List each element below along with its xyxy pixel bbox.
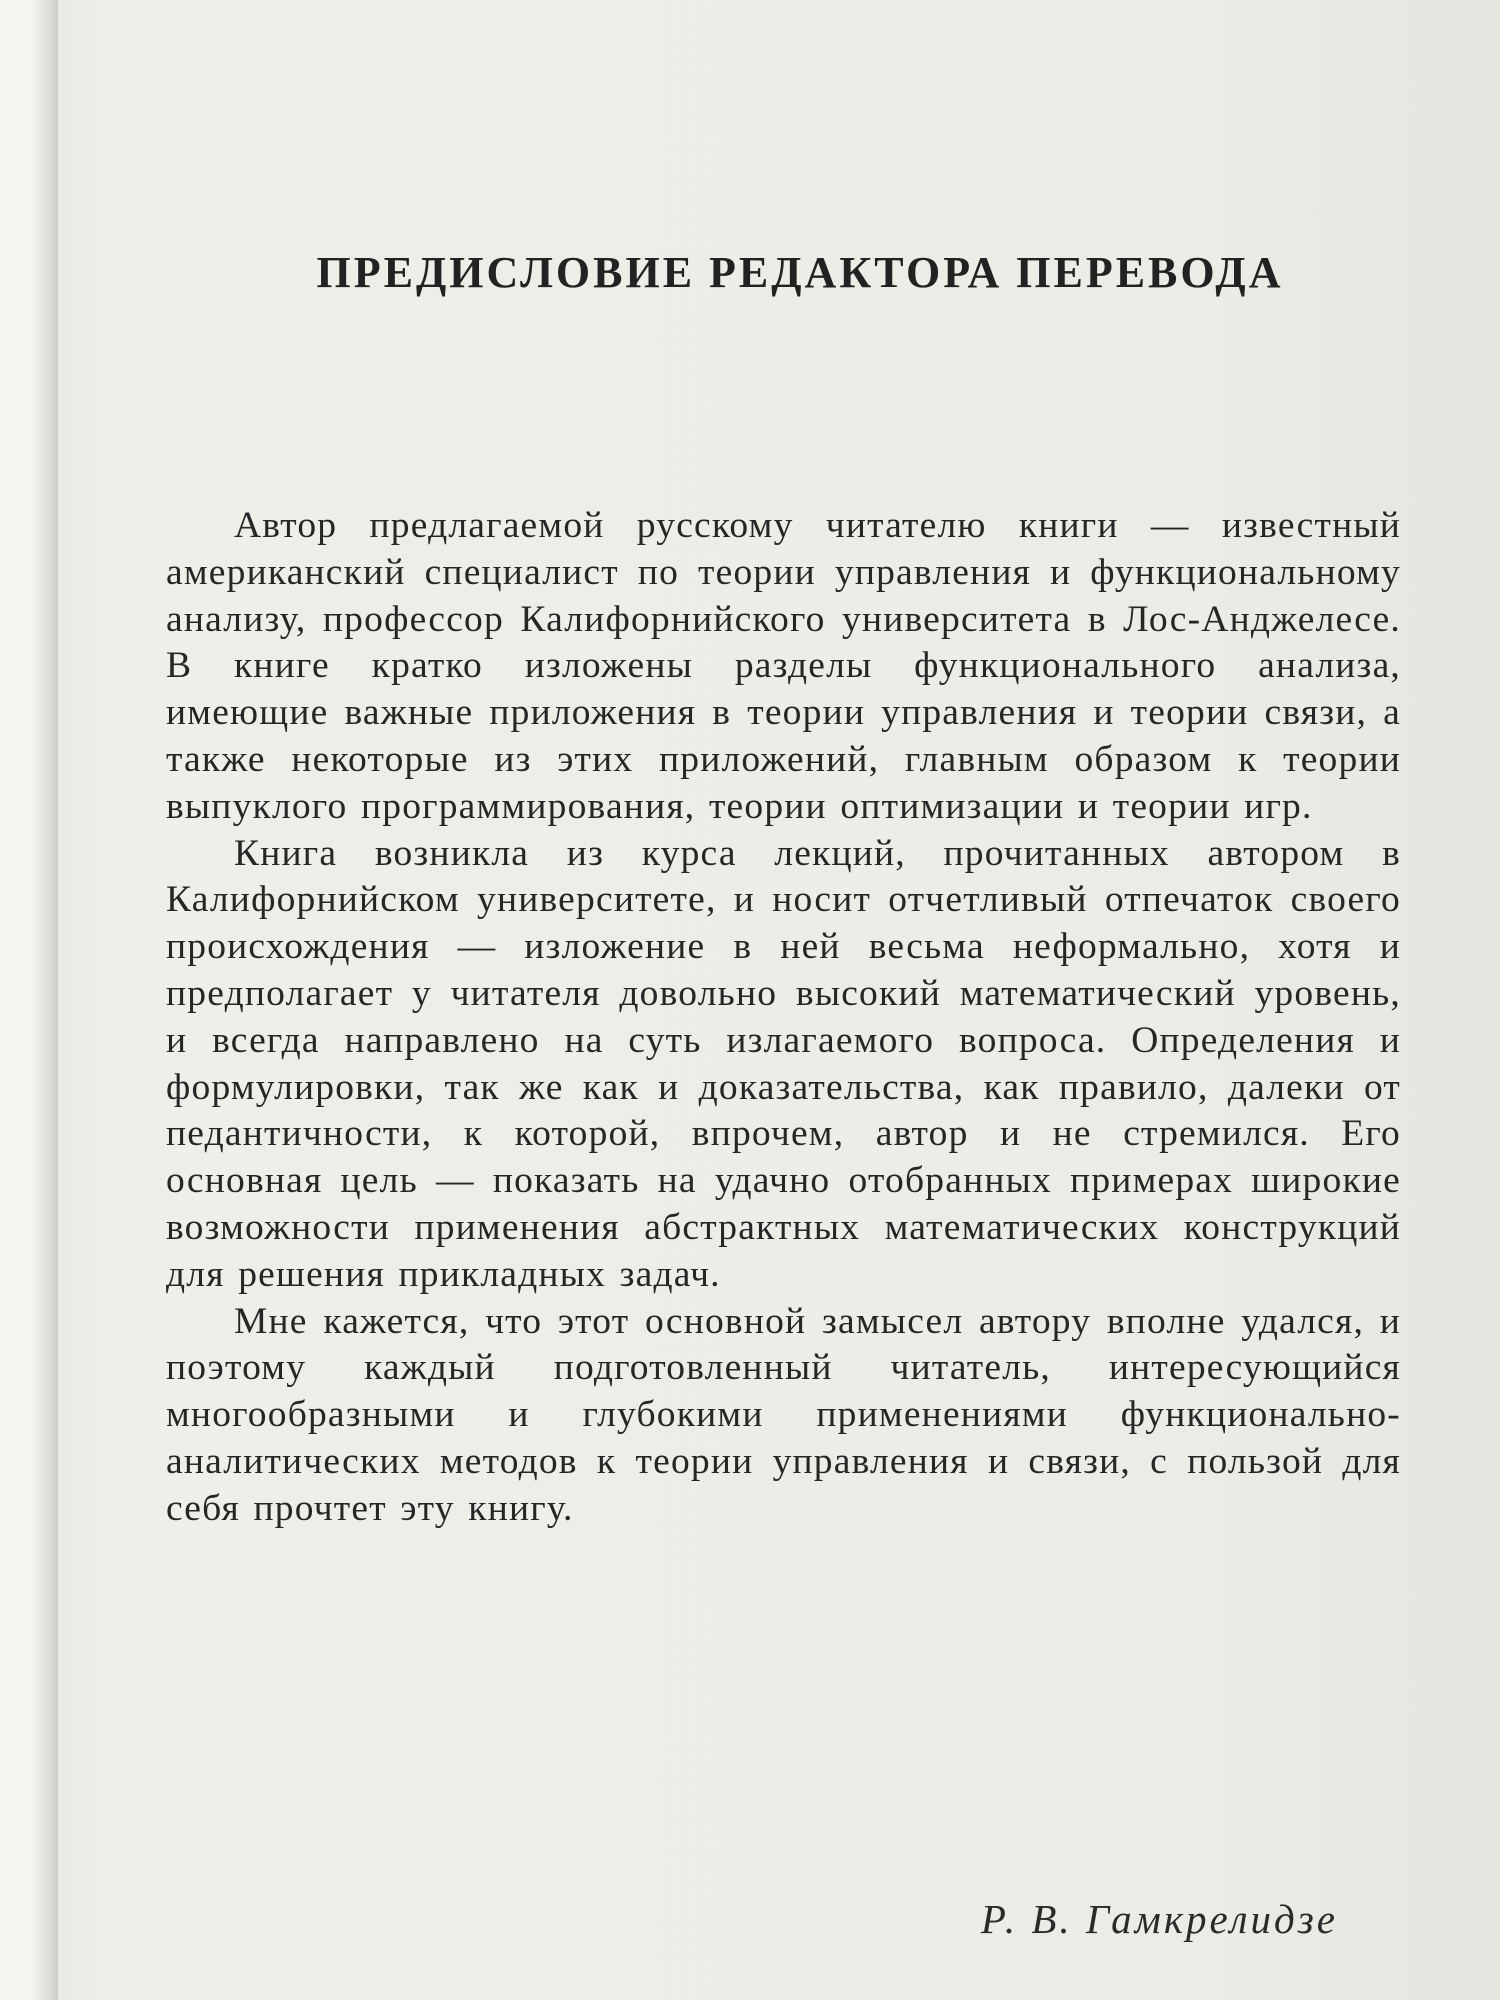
page-title: ПРЕДИСЛОВИЕ РЕДАКТОРА ПЕРЕВОДА	[316, 248, 1284, 298]
editor-signature: Р. В. Гамкрелидзе	[980, 1896, 1338, 1942]
preface-body	[166, 503, 1401, 1533]
paragraph: Мне кажется, что этот основной замысел автору вполне удался, и поэтому каждый подготовленный читатель, интересующийся многообразными и глубокими применениями функционально-аналитических методов к теории управления и связи, с пользой для себя прочтет эту книгу.	[166, 1300, 1401, 1529]
page-gutter	[0, 0, 58, 2000]
paragraph: Автор предлагаемой русскому читателю книги — известный американский специалист по теории управления и функциональному анализу, профессор Калифорнийского университета в Лос-Анджелесе. В книге кратко изложены разделы функционального анализа, имеющие важные приложения в теории управления и теории связи, а также некоторые из этих приложений, главным образом к теории выпуклого программирования, теории оптимизации и теории игр.	[166, 505, 1401, 827]
paragraph: Книга возникла из курса лекций, прочитанных автором в Калифорнийском университете, и носит отчетливый отпечаток своего происхождения — изложение в ней весьма неформально, хотя и предполагает у читателя довольно высокий математический уровень, и всегда направлено на суть излагаемого вопроса. Определения и формулировки, так же как и доказательства, как правило, далеки от педантичности, к которой, впрочем, автор и не стремился. Его основная цель — показать на удачно отобранных примерах широкие возможности применения абстрактных математических конструкций для решения прикладных задач.	[166, 832, 1401, 1295]
show-through-text	[250, 10, 1450, 150]
